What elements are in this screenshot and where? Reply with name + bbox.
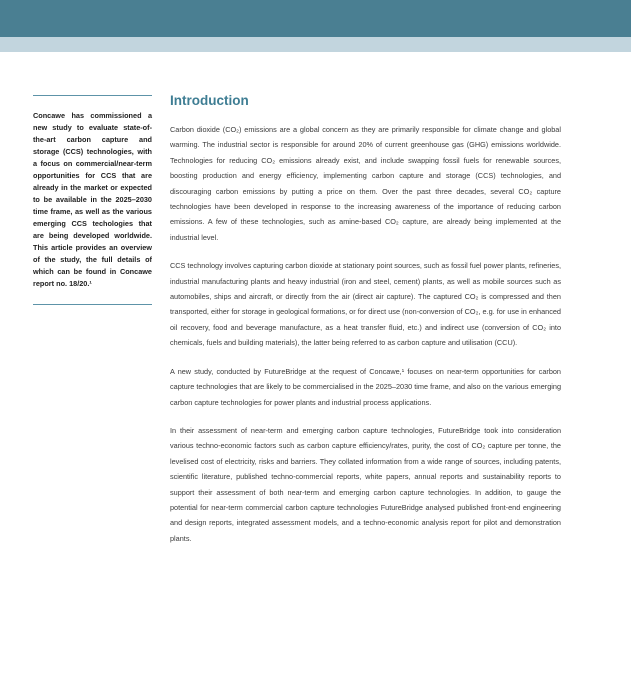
header-band: [0, 0, 631, 37]
section-heading: Introduction: [170, 93, 249, 108]
paragraph-3: A new study, conducted by FutureBridge at the request of Concawe,¹ focuses on near-term opportunities for carbon capture technologies that are likely to be commercialised in the 2025–2030 time frame, and also on the various emerging carbon capture technologies for power plants and industrial process applications.: [170, 366, 561, 407]
sidebar-summary: [33, 95, 152, 305]
header-subband: [0, 37, 631, 52]
paragraph-4: In their assessment of near-term and emerging carbon capture technologies, FutureBridge took into consideration various techno-economic factors such as carbon capture efficiency/rates, purity, the cost of CO₂ capture per tonne, the levelised cost of electricity, risks and barriers. They collated information from a wide range of sources, including patents, scientific literature, published techno-commercial reports, white papers, annual reports and sustainability reports to support their assessment of both near-term and emerging carbon capture technologies. In addition, to gauge the potential for near-term commercial carbon capture technologies FutureBridge analysed published front-end engineering and design reports, integrated assessment models, and a techno-economic analysis report for pilot and demonstration plants.: [170, 425, 561, 543]
article-body: [170, 92, 561, 559]
sidebar-bottom-rule: [33, 304, 152, 305]
paragraph-1: Carbon dioxide (CO₂) emissions are a global concern as they are primarily responsible for climate change and global warming. The industrial sector is responsible for around 20% of current greenhouse gas (GHG) emissions worldwide. Technologies for reducing CO₂ emissions already exist, and include swapping fossil fuels for renewable sources, boosting production and energy efficiency, implementing carbon capture and storage (CCS) technologies, and discouraging carbon emissions by putting a price on them. Over the past three decades, several CO₂ capture technologies have been developed in response to the increasing awareness of the importance of reducing carbon emissions. A few of these technologies, such as amine-based CO₂ capture, are already being implemented at the industrial level.: [170, 125, 561, 242]
sidebar-top-rule: [33, 95, 152, 96]
paragraph-2: CCS technology involves capturing carbon dioxide at stationary point sources, such as fossil fuel power plants, refineries, industrial manufacturing plants and heavy industrial (iron and steel, cement) plants, as well as mobile sources such as automobiles, ships and aircraft, or directly from the air (direct air capture). The captured CO₂ is compressed and then transported, either for storage in geological formations, or for direct use (non-conversion of CO₂, e.g. for use in enhanced oil recovery, food and beverage manufacture, as a heat transfer fluid, etc.) and indirect use (conversion of CO₂ into chemicals, fuels and building materials), the latter being referred to as carbon capture and utilisation (CCU).: [170, 261, 561, 348]
sidebar-text: Concawe has commissioned a new study to evaluate state-of-the-art carbon capture and storage (CCS) technologies, with a focus on commercial/near-term opportunities for CCS that are already in the market or expected to be available in the 2025–2030 time frame, as well as the various emerging CCS techologies that are being developed worldwide. This article provides an overview of the study, the full details of which can be found in Concawe report no. 18/20.¹: [33, 111, 152, 288]
